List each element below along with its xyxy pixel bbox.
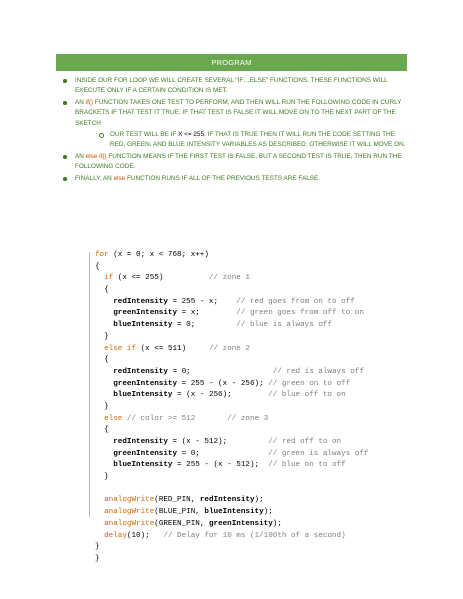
code-line: analogWrite(RED_PIN, redIntensity); [104, 496, 264, 505]
code-keyword: if() [85, 98, 94, 106]
code-line: { [95, 286, 109, 295]
bullet-item [62, 98, 407, 129]
bullet-text: OUR TEST WILL BE IF [110, 131, 179, 139]
code-line: analogWrite(BLUE_PIN, blueIntensity); [104, 508, 273, 517]
code-line: blueIntensity = 255 - (x - 512); // blue on to off [113, 461, 346, 470]
code-line: blueIntensity = (x - 256); // blue off to on [113, 391, 346, 400]
code-line: else if (x <= 511) // zone 2 [104, 344, 250, 353]
code-line: { [95, 356, 109, 365]
code-line [95, 484, 368, 496]
code-line: { [95, 262, 100, 271]
code-keyword: else if() [85, 152, 107, 160]
code-line: redIntensity = 255 - x; // red goes from on to off [113, 297, 355, 306]
bullet-item [62, 174, 407, 184]
code-line: } [95, 332, 109, 341]
code-line: } [95, 473, 109, 482]
bullet-text: AN [75, 98, 86, 106]
explanation-list [62, 76, 407, 185]
code-line: } [95, 554, 100, 563]
code-line: delay(10); // Delay for 10 ms (1/100th of a second) [104, 531, 346, 540]
bullet-text: AN [75, 152, 86, 160]
bullet-item [62, 152, 407, 173]
code-line: for (x = 0; x < 768; x++) [95, 251, 209, 259]
bullet-item [62, 76, 407, 97]
code-line: greenIntensity = 0; // green is always off [113, 449, 369, 458]
code-line: else // color >= 512 // zone 3 [104, 414, 269, 423]
code-line: { [95, 426, 109, 435]
code-line: redIntensity = (x - 512); // red off to on [113, 438, 342, 446]
code-line: redIntensity = 0; // red is always off [113, 367, 364, 376]
bullet-text: FUNCTION MEANS IF THE FIRST TEST IS FALSE, BUT A SECOND TEST IS TRUE, THEN RUN THE FOLLOWING CODE. [75, 152, 402, 171]
code-keyword: else [113, 174, 126, 182]
code-keyword: X <= 255 [178, 131, 205, 139]
code-line: if (x <= 255) // zone 1 [104, 274, 250, 283]
bullet-text: FUNCTION RUNS IF ALL OF THE PREVIOUS TESTS ARE FALSE. [125, 174, 321, 182]
bullet-text: INSIDE OUR FOR LOOP WE WILL CREATE SEVERAL “IF…ELSE” FUNCTIONS. THESE FUNCTIONS WILL EXECUTE ONLY IF A CERTAIN CONDITION IS MET. [75, 77, 388, 95]
code-line: } [95, 402, 109, 411]
code-line: greenIntensity = x; // green goes from off to on [113, 309, 364, 318]
bullet-text: . IF THAT IS TRUE THEN IT WILL RUN THE CODE SETTING THE RED, GREEN, AND BLUE INTENSITY VARIABLES AS DESCRIBED. OTHERWISE IT WILL MOVE ON. [110, 131, 406, 149]
code-block [95, 250, 368, 566]
bullet-text: FINALLY, AN [75, 174, 114, 182]
code-line: analogWrite(GREEN_PIN, greenIntensity); [104, 519, 282, 528]
code-block-border [89, 252, 90, 517]
code-line: } [95, 543, 100, 552]
code-line: blueIntensity = 0; // blue is always off [113, 321, 332, 330]
code-line: greenIntensity = 255 - (x - 256); // green on to off [113, 379, 351, 388]
section-banner [56, 54, 407, 71]
sub-bullet-item [62, 130, 407, 151]
bullet-text: FUNCTION TAKES ONE TEST TO PERFORM, AND THEN WILL RUN THE FOLLOWING CODE IN CURLY BRACKETS IF THAT TEST IT TRUE. IF THAT TEST IS FALSE IT WILL MOVE ON TO THE NEXT PART OF THE SKETCH [75, 98, 402, 127]
banner-title: PROGRAM [211, 58, 252, 67]
